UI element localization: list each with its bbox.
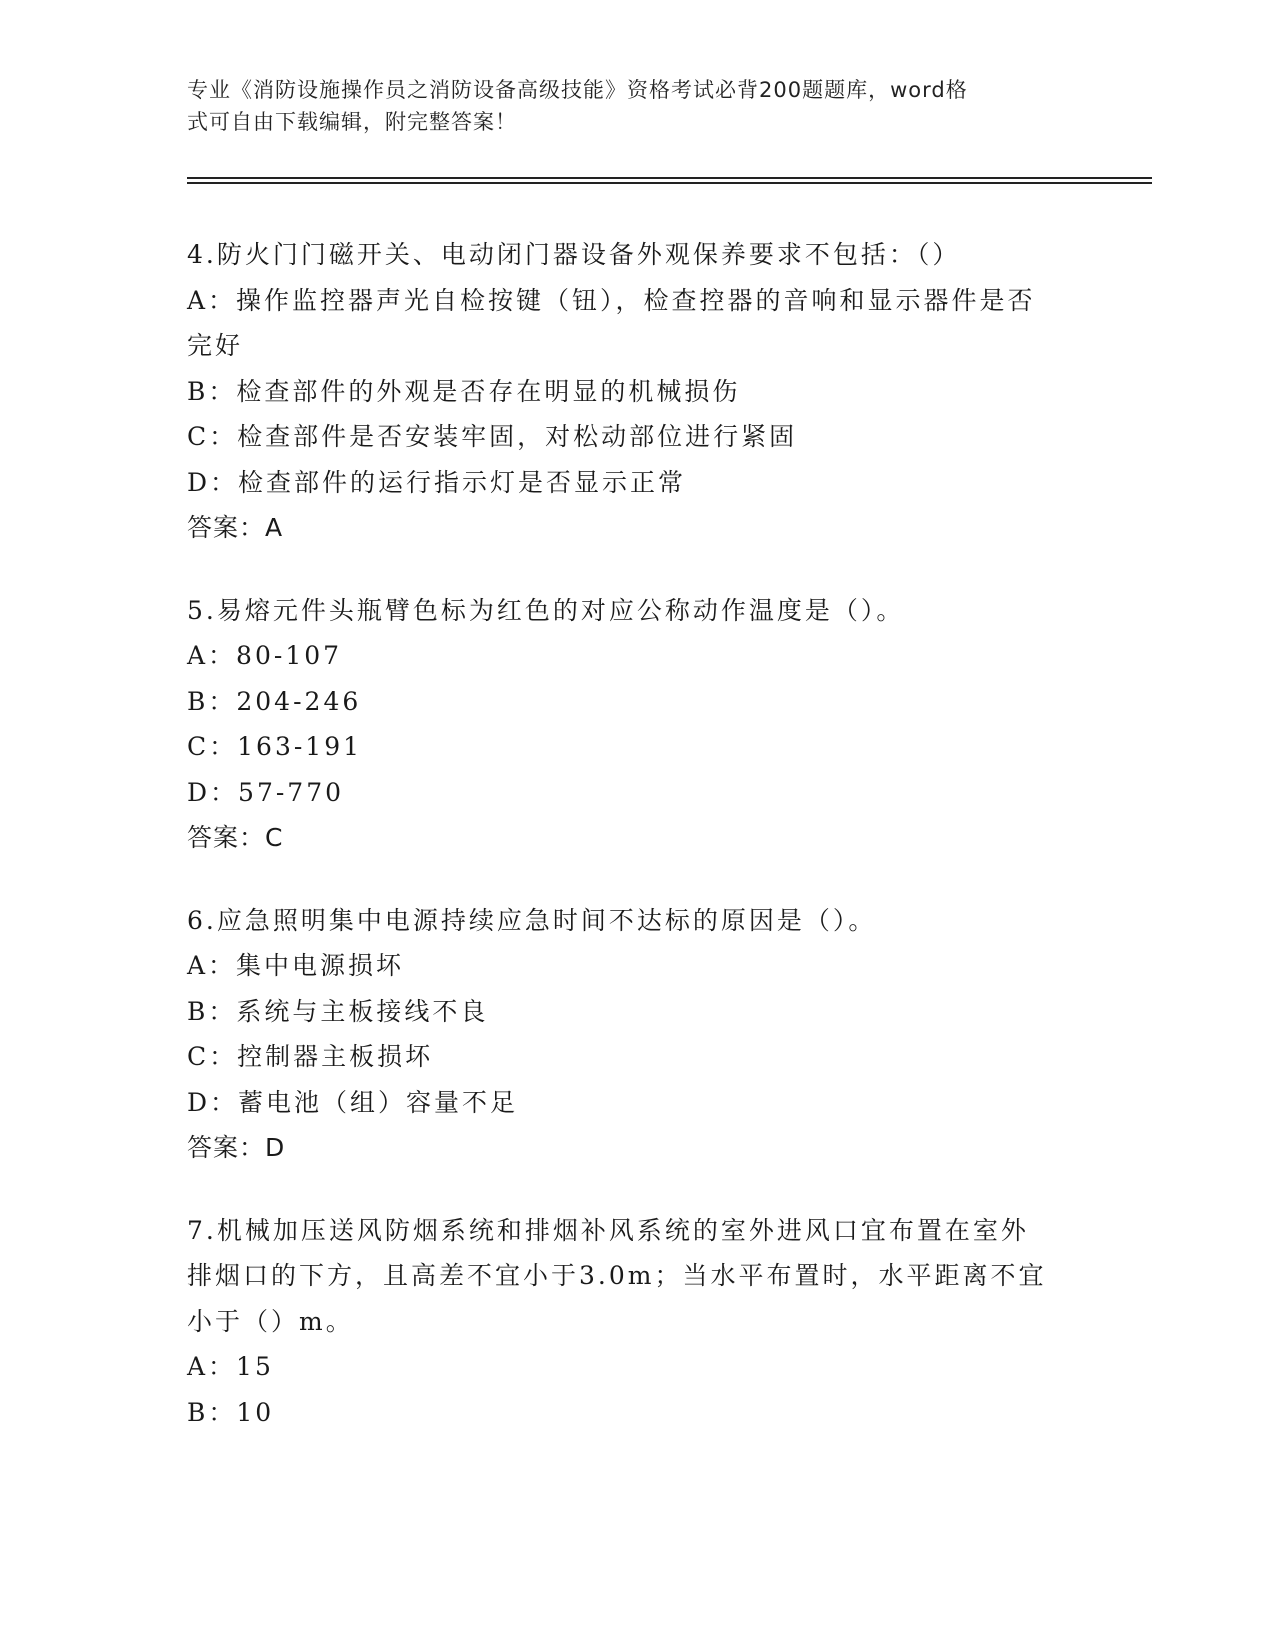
option-d: D：57-770 xyxy=(187,777,345,807)
option-b: B：10 xyxy=(187,1397,275,1427)
option-c: C：163-191 xyxy=(187,732,363,761)
option-a: A：15 xyxy=(187,1352,274,1381)
option-a: A：80-107 xyxy=(187,641,343,670)
question-7 xyxy=(187,1208,1067,1436)
option-a-continued: 完好 xyxy=(187,331,244,360)
document-header xyxy=(187,74,1067,138)
option-a: A：操作监控器声光自检按键（钮），检查控器的音响和显示器件是否 xyxy=(187,285,1036,315)
answer-label: 答案：C xyxy=(187,823,284,852)
header-divider-top xyxy=(187,177,1152,179)
option-c: C：控制器主板损坏 xyxy=(187,1042,434,1071)
header-divider-bottom xyxy=(187,182,1152,184)
question-stem: 4.防火门门磁开关、电动闭门器设备外观保养要求不包括：（） xyxy=(187,240,961,269)
question-stem-line-1: 7.机械加压送风防烟系统和排烟补风系统的室外进风口宜布置在室外 xyxy=(187,1215,1029,1245)
question-stem: 5.易熔元件头瓶臂色标为红色的对应公称动作温度是（）。 xyxy=(187,595,905,625)
question-list xyxy=(187,232,1067,1472)
option-b: B：检查部件的外观是否存在明显的机械损伤 xyxy=(187,376,741,406)
answer-label: 答案：D xyxy=(187,1133,286,1162)
option-b: B：系统与主板接线不良 xyxy=(187,996,489,1026)
option-d: D：蓄电池（组）容量不足 xyxy=(187,1087,519,1117)
question-stem-line-2: 排烟口的下方，且高差不宜小于3.0m；当水平布置时，水平距离不宜 xyxy=(187,1261,1047,1290)
option-b: B：204-246 xyxy=(187,686,362,716)
option-c: C：检查部件是否安装牢固，对松动部位进行紧固 xyxy=(187,422,798,451)
question-5 xyxy=(187,588,1067,861)
answer-label: 答案：A xyxy=(187,513,284,542)
header-line-1: 专业《消防设施操作员之消防设备高级技能》资格考试必背200题题库，word格 xyxy=(187,78,968,102)
question-4 xyxy=(187,232,1067,551)
question-6 xyxy=(187,898,1067,1171)
option-d: D：检查部件的运行指示灯是否显示正常 xyxy=(187,467,687,497)
header-line-2: 式可自由下载编辑，附完整答案！ xyxy=(187,110,517,134)
option-a: A：集中电源损坏 xyxy=(187,951,405,980)
question-stem-line-3: 小于（）m。 xyxy=(187,1306,354,1336)
question-stem: 6.应急照明集中电源持续应急时间不达标的原因是（）。 xyxy=(187,905,877,935)
